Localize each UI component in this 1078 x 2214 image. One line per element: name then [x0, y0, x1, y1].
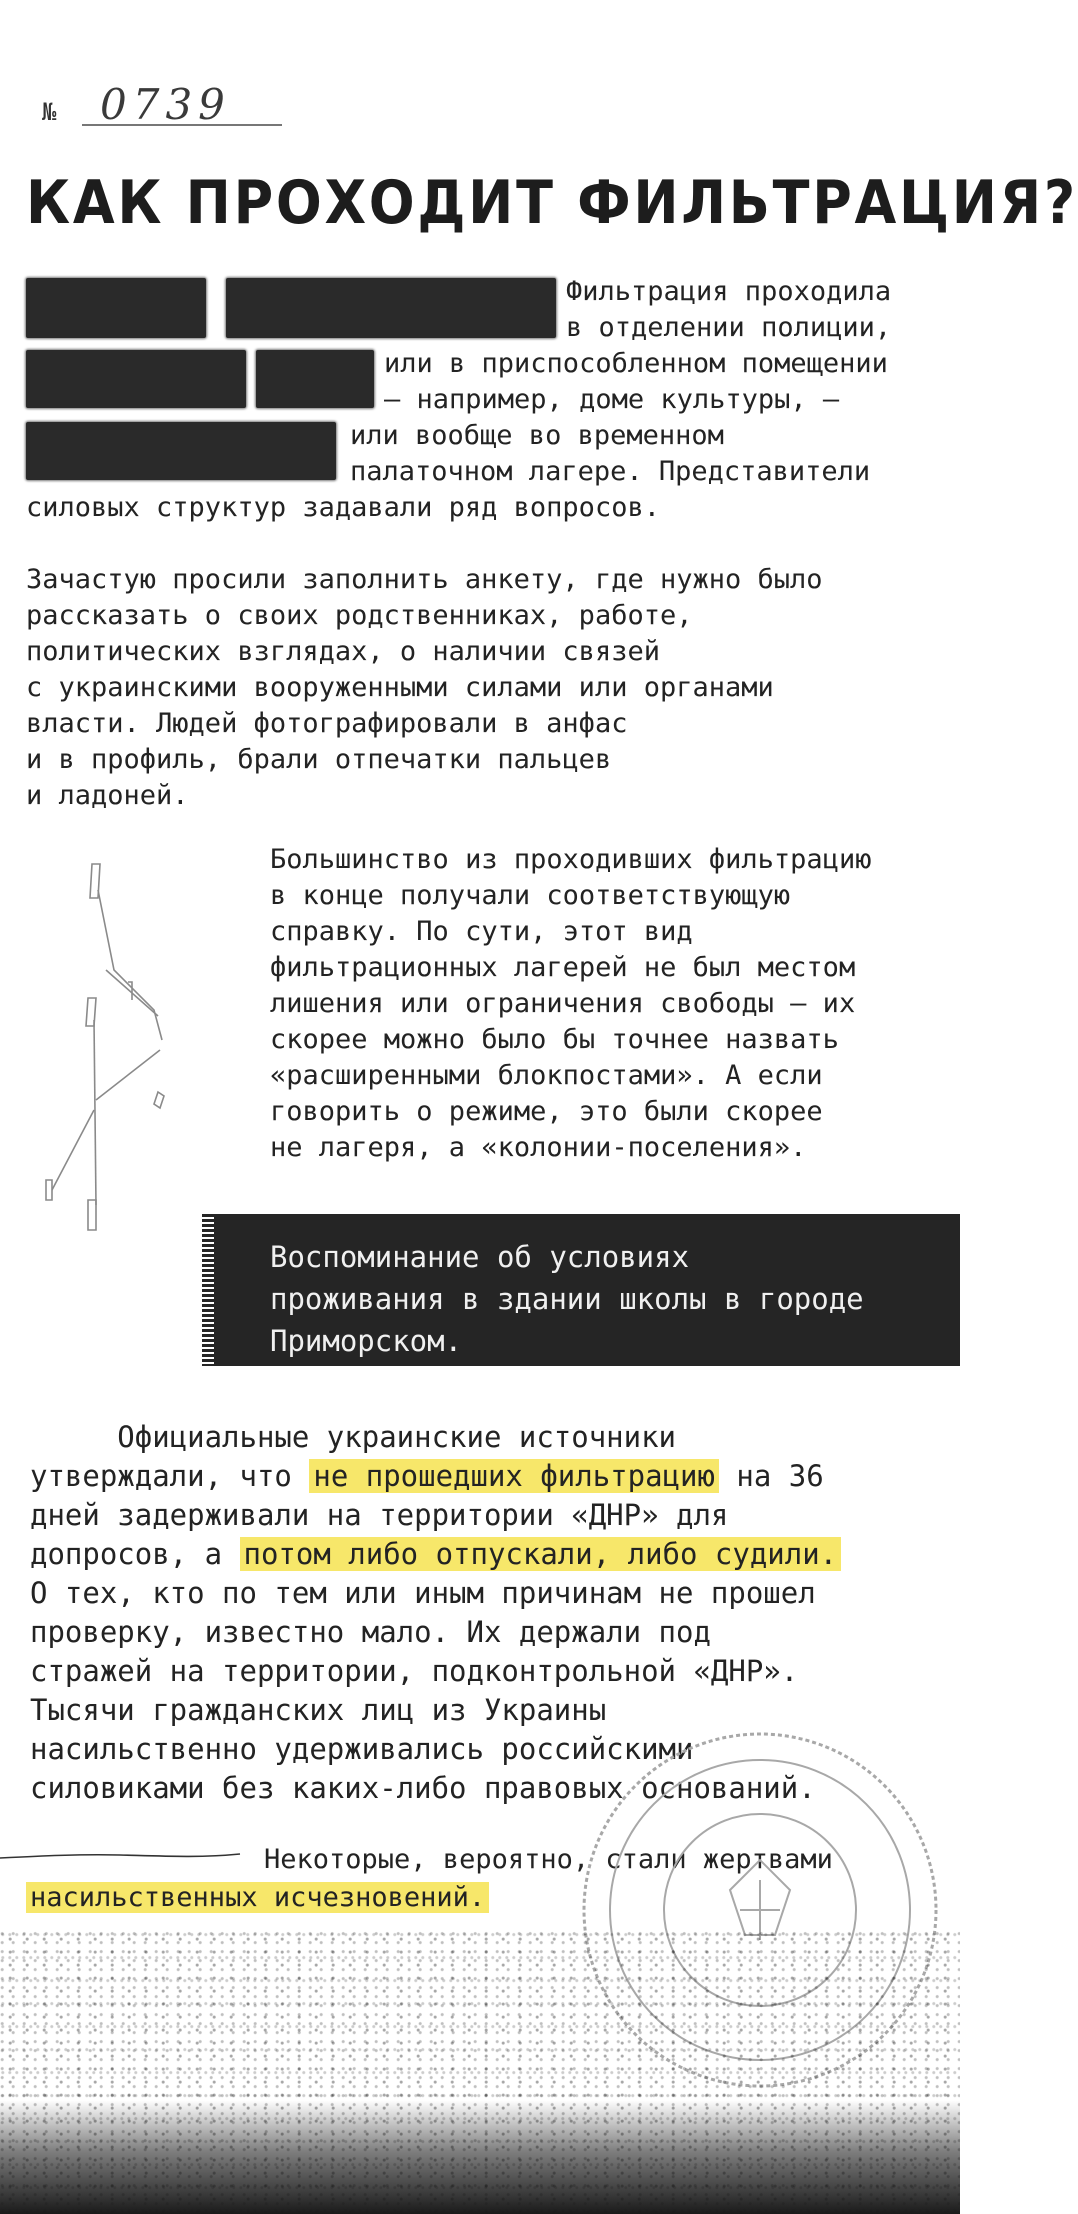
redaction-bar [256, 350, 374, 408]
paragraph-4-line: дней задерживали на территории «ДНР» для [30, 1498, 729, 1532]
paragraph-1-line: силовых структур задавали ряд вопросов. [26, 492, 660, 523]
text-segment: утверждали, что [30, 1459, 310, 1493]
paragraph-4-rest: О тех, кто по тем или иным причинам не прошел проверку, известно мало. Их держали под стражей на территории, подконтрольной «ДНР». Тысячи гражданских лиц из Украины насильственно удерживались российскими силовиками без каких-либо правовых оснований. [30, 1576, 816, 1805]
highlight-not-passed-filtration: не прошедших фильтрацию [309, 1459, 719, 1493]
paragraph-1-line: палаточном лагере. Представители [350, 456, 871, 487]
paragraph-4-line: Официальные украинские источники [30, 1420, 677, 1454]
document-number-value: 0739 [100, 80, 231, 129]
paragraph-1-line: или вообще во временном [350, 420, 724, 451]
redaction-bar [26, 422, 336, 480]
paragraph-1-line: Фильтрация проходила [566, 276, 892, 307]
paragraph-4-line [30, 1457, 841, 1496]
signature-stroke [0, 1846, 250, 1866]
number-sign: № [42, 98, 55, 126]
paragraph-5-line: Некоторые, вероятно, стали жертвами [264, 1844, 833, 1875]
text-segment: допросов, а [30, 1537, 240, 1571]
paragraph-1-line: в отделении полиции, [566, 312, 892, 343]
paragraph-1-line: или в приспособленном помещении [384, 348, 888, 379]
text-segment: на 36 [718, 1459, 824, 1493]
paragraph-1-line: — например, доме культуры, — [384, 384, 840, 415]
memory-quote-text: Воспоминание об условиях проживания в здании школы в городе Приморском. [270, 1240, 864, 1358]
highlight-enforced-disappearances: насильственных исчезновений. [26, 1882, 489, 1913]
redaction-bar [26, 278, 206, 338]
grunge-texture-dark [0, 2100, 960, 2214]
paragraph-5-highlight-line [26, 1880, 489, 1916]
redaction-bar [26, 350, 246, 408]
highlight-released-or-tried: потом либо отпускали, либо судили. [240, 1537, 842, 1571]
memory-quote-link[interactable] [208, 1214, 960, 1366]
paragraph-2: Зачастую просили заполнить анкету, где нужно было рассказать о своих родственниках, работе, политических взглядах, о наличии связей с украинскими вооруженными силами или органами власти. Людей фотографировали в анфас и в профиль, брали отпечатки пальцев и ладоней. [26, 564, 823, 811]
page-title: КАК ПРОХОДИТ ФИЛЬТРАЦИЯ? [26, 168, 1078, 238]
redaction-bar [226, 278, 556, 338]
paragraph-4-line [30, 1535, 841, 1574]
sketch-drawing [36, 860, 206, 1240]
paragraph-3: Большинство из проходивших фильтрацию в конце получали соответствующую справку. По сути, этот вид фильтрационных лагерей не был местом лишения или ограничения свободы — их скорее можно было бы точнее назвать «расширенными блокпостами». А если говорить о режиме, это были скорее не лагеря, а «колонии-поселения». [270, 844, 872, 1163]
